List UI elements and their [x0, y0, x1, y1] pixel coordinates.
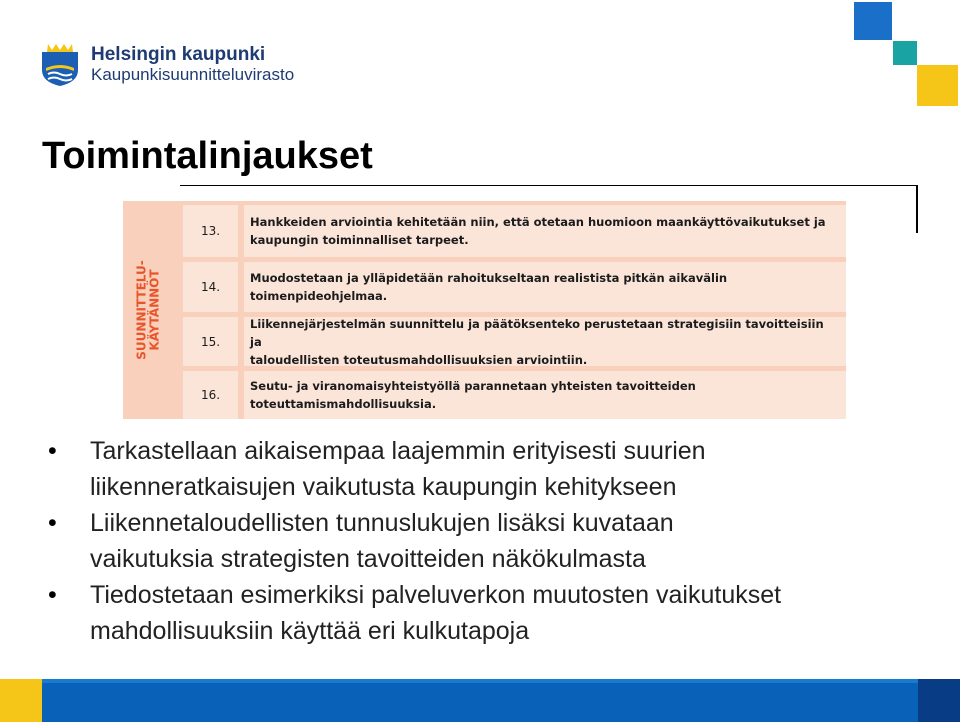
footer-dark-block: [918, 679, 960, 722]
row-number: 16.: [200, 388, 221, 402]
table-side-label: [123, 201, 175, 419]
bullet-line: mahdollisuuksiin käyttää eri kulkutapoja: [90, 617, 530, 645]
table-row: [183, 262, 846, 312]
bullet-icon: •: [48, 581, 57, 609]
bullet-icon: •: [48, 437, 57, 465]
row-text: [250, 317, 836, 366]
list-item: [48, 433, 781, 505]
table-row: [183, 371, 846, 419]
bullet-list: [48, 433, 781, 649]
row-separator: [238, 317, 244, 366]
frame-line-vertical: [916, 185, 918, 233]
org-department: Kaupunkisuunnitteluvirasto: [91, 65, 295, 84]
row-text-line: Muodostetaan ja ylläpidetään rahoitukseltaan realistista pitkän aikavälin toimenpideohjelmaa.: [250, 271, 728, 303]
decor-square-blue: [854, 2, 892, 40]
side-label-line1: SUUNNITTELU-: [135, 260, 149, 360]
page-title: Toimintalinjaukset: [42, 135, 373, 177]
bullet-line: Tiedostetaan esimerkiksi palveluverkon muutosten vaikutukset: [90, 581, 782, 609]
bullet-line: liikenneratkaisujen vaikutusta kaupungin kehitykseen: [90, 473, 677, 501]
table-row: [183, 317, 846, 366]
frame-line: [180, 185, 918, 186]
row-text: [250, 371, 836, 419]
row-number: 15.: [200, 334, 221, 349]
row-text-line: Liikennejärjestelmän suunnittelu ja päätöksenteko perustetaan strategisiin tavoitteisiin ja: [250, 316, 824, 349]
bullet-line: Liikennetaloudellisten tunnuslukujen lisäksi kuvataan: [90, 509, 674, 537]
row-number: 14.: [200, 280, 221, 294]
table-row: [183, 205, 846, 257]
bullet-line: Tarkastellaan aikaisempaa laajemmin erityisesti suurien: [90, 437, 706, 465]
row-number: 13.: [200, 224, 221, 238]
row-separator: [238, 262, 244, 312]
row-text-line: Seutu- ja viranomaisyhteistyöllä parannetaan yhteisten tavoitteiden toteuttamismahdollisuuksia.: [250, 379, 696, 411]
bullet-line: vaikutuksia strategisten tavoitteiden näkökulmasta: [90, 545, 646, 573]
side-label-line2: KÄYTÄNNÖT: [148, 269, 162, 351]
footer-yellow-block: [0, 679, 42, 722]
footer-accent-line: [42, 679, 918, 683]
list-item: [48, 577, 781, 649]
bullet-icon: •: [48, 509, 57, 537]
policy-table: [123, 201, 846, 419]
row-text: [250, 262, 836, 312]
row-separator: [238, 371, 244, 419]
row-text: [250, 205, 836, 257]
org-name: Helsingin kaupunki: [91, 44, 266, 65]
helsinki-crest-logo: [40, 40, 80, 86]
row-separator: [238, 205, 244, 257]
list-item: [48, 505, 781, 577]
decor-square-yellow: [917, 65, 958, 106]
footer-bar: [0, 679, 960, 722]
decor-square-teal: [893, 41, 917, 65]
row-text-line: taloudellisten toteutusmahdollisuuksien arviointiin.: [250, 352, 588, 367]
row-text-line: Hankkeiden arviointia kehitetään niin, että otetaan huomioon maankäyttövaikutukset ja: [250, 215, 826, 229]
row-text-line: kaupungin toiminnalliset tarpeet.: [250, 233, 469, 247]
